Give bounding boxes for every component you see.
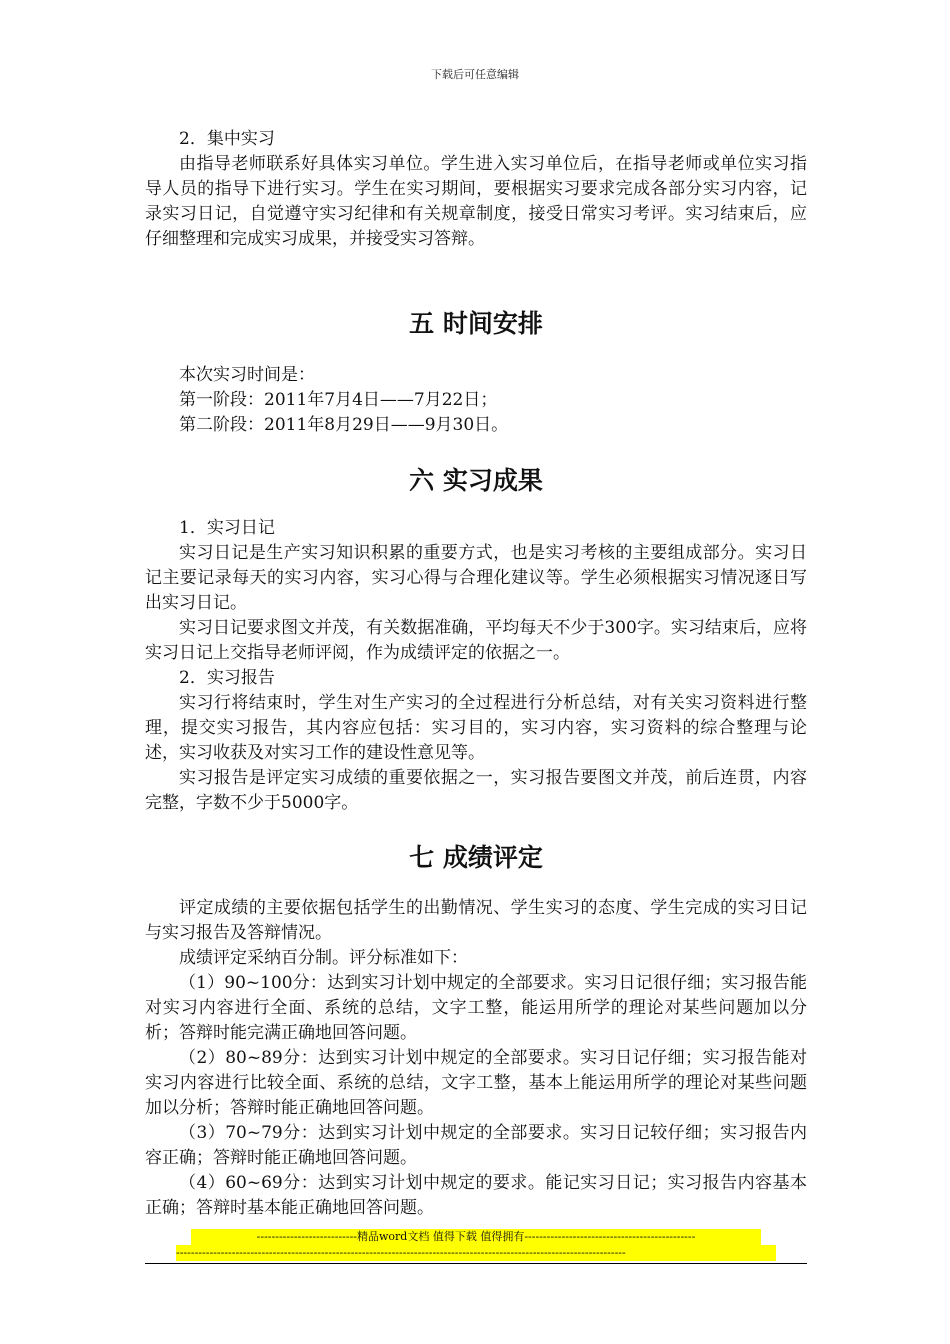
grade-level-1: （1）90~100分：达到实习计划中规定的全部要求。实习日记很仔细；实习报告能对实习内容进行全面、系统的总结，文字工整，能运用所学的理论对某些问题加以分析；答辩时能完满正确地回答问题。 xyxy=(145,973,807,1043)
item-diary: 1．实习日记 xyxy=(179,518,275,538)
section-title-results: 六 实习成果 xyxy=(409,466,543,495)
paragraph-diary-2: 实习日记要求图文并茂，有关数据准确，平均每天不少于300字。实习结束后，应将实习日记上交指导老师评阅，作为成绩评定的依据之一。 xyxy=(145,618,807,663)
footer-banner-line2: ------------------------------------------------------------------------------------------------------------------------- xyxy=(176,1245,776,1261)
schedule-line-phase1: 第一阶段：2011年7月4日——7月22日； xyxy=(179,390,498,410)
paragraph-report-1: 实习行将结束时，学生对生产实习的全过程进行分析总结，对有关实习资料进行整理，提交实习报告，其内容应包括：实习目的，实习内容，实习资料的综合整理与论述，实习收获及对实习工作的建设性意见等。 xyxy=(145,693,807,763)
footer-divider xyxy=(145,1263,807,1264)
paragraph-grading-basis: 评定成绩的主要依据包括学生的出勤情况、学生实习的态度、学生完成的实习日记与实习报告及答辩情况。 xyxy=(145,898,807,943)
document-body xyxy=(145,127,807,1221)
schedule-line-intro: 本次实习时间是： xyxy=(179,365,315,385)
schedule-line-phase2: 第二阶段：2011年8月29日——9月30日。 xyxy=(179,415,509,435)
item-report: 2．实习报告 xyxy=(179,668,275,688)
paragraph-grading-scale: 成绩评定采纳百分制。评分标准如下： xyxy=(179,948,468,968)
grade-level-2: （2）80~89分：达到实习计划中规定的全部要求。实习日记仔细；实习报告能对实习内容进行比较全面、系统的总结，文字工整，基本上能运用所学的理论对某些问题加以分析；答辩时能正确地回答问题。 xyxy=(145,1048,807,1118)
item-centralized-internship: 2．集中实习 xyxy=(179,129,275,149)
footer-banner-line1: ---------------------------精品word文档 值得下载 值得拥有---------------------------------------------- xyxy=(191,1229,761,1245)
section-title-schedule: 五 时间安排 xyxy=(409,309,543,338)
paragraph-report-2: 实习报告是评定实习成绩的重要依据之一，实习报告要图文并茂，前后连贯，内容完整，字数不少于5000字。 xyxy=(145,768,807,813)
paragraph-diary-1: 实习日记是生产实习知识积累的重要方式，也是实习考核的主要组成部分。实习日记主要记录每天的实习内容，实习心得与合理化建议等。学生必须根据实习情况逐日写出实习日记。 xyxy=(145,543,807,613)
grade-level-4: （4）60~69分：达到实习计划中规定的要求。能记实习日记；实习报告内容基本正确；答辩时基本能正确地回答问题。 xyxy=(145,1173,807,1218)
page-header: 下载后可任意编辑 xyxy=(431,68,519,81)
paragraph-centralized-internship: 由指导老师联系好具体实习单位。学生进入实习单位后，在指导老师或单位实习指导人员的指导下进行实习。学生在实习期间，要根据实习要求完成各部分实习内容，记录实习日记，自觉遵守实习纪律和有关规章制度，接受日常实习考评。实习结束后，应仔细整理和完成实习成果，并接受实习答辩。 xyxy=(145,154,807,249)
grade-level-3: （3）70~79分：达到实习计划中规定的全部要求。实习日记较仔细；实习报告内容正确；答辩时能正确地回答问题。 xyxy=(145,1123,807,1168)
section-title-grading: 七 成绩评定 xyxy=(409,843,543,872)
